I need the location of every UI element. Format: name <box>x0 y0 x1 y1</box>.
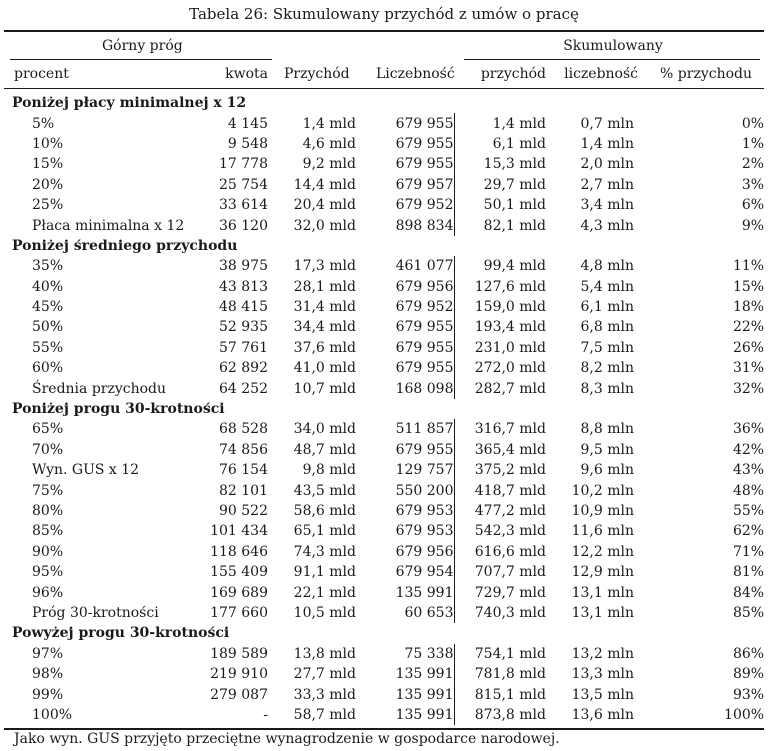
cum-pct-cell: 86% <box>732 645 765 662</box>
liczebnosc-cell: 129 757 <box>395 462 454 479</box>
header-kwota: kwota <box>225 66 268 82</box>
kwota-cell: 43 813 <box>219 278 268 295</box>
procent-cell: Płaca minimalna x 12 <box>32 217 185 234</box>
group-header-row <box>4 93 764 113</box>
cum-pct-cell: 62% <box>732 523 765 540</box>
cum-pct-cell: 93% <box>732 686 765 703</box>
liczebnosc-cell: 461 077 <box>395 258 454 275</box>
liczebnosc-cell: 679 955 <box>395 115 454 132</box>
przychod-cell: 33,3 mld <box>293 686 356 703</box>
kwota-cell: 76 154 <box>219 462 268 479</box>
procent-cell: 75% <box>32 482 64 499</box>
kwota-cell: 118 646 <box>210 543 268 560</box>
cum-liczebnosc-cell: 12,9 mln <box>571 564 634 581</box>
kwota-cell: 169 689 <box>210 584 268 601</box>
cum-liczebnosc-cell: 9,6 mln <box>580 462 634 479</box>
cum-liczebnosc-cell: 10,9 mln <box>571 503 634 519</box>
liczebnosc-cell: 168 098 <box>395 380 454 397</box>
cum-przychod-cell: 542,3 mld <box>454 521 546 541</box>
liczebnosc-cell: 679 952 <box>395 197 454 214</box>
table-row <box>4 317 764 337</box>
cum-pct-cell: 3% <box>741 176 765 193</box>
table-row <box>4 603 764 623</box>
procent-cell: Średnia przychodu <box>32 380 167 397</box>
table-row <box>4 338 764 358</box>
data-table <box>4 93 764 725</box>
liczebnosc-cell: 898 834 <box>395 217 454 234</box>
cum-przychod-cell: 82,1 mld <box>454 215 546 235</box>
table-row <box>4 256 764 276</box>
procent-cell: 90% <box>32 543 64 560</box>
procent-cell: Wyn. GUS x 12 <box>32 462 140 479</box>
table-caption: Tabela 26: Skumulowany przychód z umów o pracę <box>189 5 579 23</box>
cum-liczebnosc-cell: 7,5 mln <box>580 339 634 356</box>
cum-przychod-cell: 815,1 mld <box>454 684 546 704</box>
cum-przychod-cell: 282,7 mld <box>454 378 546 398</box>
kwota-cell: 57 761 <box>219 339 268 356</box>
liczebnosc-cell: 135 991 <box>395 686 454 703</box>
cum-pct-cell: 55% <box>732 503 765 519</box>
table-row <box>4 501 764 521</box>
cum-przychod-cell: 316,7 mld <box>454 419 546 439</box>
table-row <box>4 664 764 684</box>
cum-przychod-cell: 873,8 mld <box>454 705 546 725</box>
liczebnosc-cell: 511 857 <box>395 421 454 438</box>
cum-liczebnosc-cell: 12,2 mln <box>571 543 634 560</box>
procent-cell: 40% <box>32 278 64 295</box>
top-rule <box>4 30 764 32</box>
cum-przychod-cell: 754,1 mld <box>454 644 546 664</box>
przychod-cell: 43,5 mld <box>293 482 356 499</box>
przychod-cell: 1,4 mld <box>302 115 356 132</box>
cum-pct-cell: 11% <box>732 258 765 275</box>
liczebnosc-cell: 135 991 <box>395 666 454 683</box>
przychod-cell: 22,1 mld <box>293 584 356 601</box>
header-bottom-rule <box>4 88 764 89</box>
cum-pct-cell: 36% <box>732 421 765 438</box>
procent-cell: 20% <box>32 176 64 193</box>
cum-liczebnosc-cell: 3,4 mln <box>580 197 634 214</box>
cum-przychod-cell: 729,7 mld <box>454 582 546 602</box>
cum-przychod-cell: 375,2 mld <box>454 460 546 480</box>
table-row <box>4 175 764 195</box>
table-row <box>4 297 764 317</box>
procent-cell: 45% <box>32 299 64 316</box>
kwota-cell: 25 754 <box>219 176 268 193</box>
cum-przychod-cell: 99,4 mld <box>454 256 546 276</box>
table-row <box>4 542 764 562</box>
cum-liczebnosc-cell: 4,3 mln <box>580 217 634 234</box>
cum-pct-cell: 31% <box>732 360 765 377</box>
cum-przychod-cell: 15,3 mld <box>454 154 546 174</box>
kwota-cell: 177 660 <box>210 604 268 621</box>
table-row <box>4 480 764 500</box>
przychod-cell: 32,0 mld <box>293 217 356 234</box>
cum-pct-cell: 15% <box>732 278 765 295</box>
przychod-cell: 4,6 mld <box>302 135 356 152</box>
cum-pct-cell: 26% <box>732 339 765 356</box>
cum-liczebnosc-cell: 9,5 mln <box>580 441 634 458</box>
header-skumulowany: Skumulowany <box>563 38 663 54</box>
przychod-cell: 31,4 mld <box>293 299 356 316</box>
cum-pct-cell: 71% <box>732 543 765 560</box>
liczebnosc-cell: 679 953 <box>395 503 454 519</box>
procent-cell: 96% <box>32 584 64 601</box>
procent-cell: 15% <box>32 156 64 173</box>
header-cum-pct: % przychodu <box>660 66 752 82</box>
liczebnosc-cell: 679 955 <box>395 441 454 458</box>
przychod-cell: 34,4 mld <box>293 319 356 336</box>
procent-cell: 5% <box>32 115 55 132</box>
przychod-cell: 9,2 mld <box>302 156 356 173</box>
cum-liczebnosc-cell: 8,3 mln <box>580 380 634 397</box>
cum-przychod-cell: 6,1 mld <box>454 134 546 154</box>
cum-pct-cell: 2% <box>741 156 765 173</box>
przychod-cell: 20,4 mld <box>293 197 356 214</box>
cum-przychod-cell: 193,4 mld <box>454 317 546 337</box>
cum-liczebnosc-cell: 13,3 mln <box>571 666 634 683</box>
kwota-cell: 36 120 <box>219 217 268 234</box>
kwota-cell: 17 778 <box>219 156 268 173</box>
cum-przychod-cell: 365,4 mld <box>454 440 546 460</box>
przychod-cell: 10,5 mld <box>293 604 356 621</box>
cum-liczebnosc-cell: 2,0 mln <box>580 156 634 173</box>
cum-przychod-cell: 1,4 mld <box>454 113 546 133</box>
procent-cell: 97% <box>32 645 64 662</box>
group-header-row <box>4 236 764 256</box>
cum-przychod-cell: 159,0 mld <box>454 297 546 317</box>
kwota-cell: 82 101 <box>219 482 268 499</box>
procent-cell: 65% <box>32 421 64 438</box>
liczebnosc-cell: 679 957 <box>395 176 454 193</box>
przychod-cell: 9,8 mld <box>302 462 356 479</box>
kwota-cell: 52 935 <box>219 319 268 336</box>
przychod-cell: 58,6 mld <box>293 503 356 519</box>
kwota-cell: 101 434 <box>210 523 268 540</box>
przychod-cell: 37,6 mld <box>293 339 356 356</box>
liczebnosc-cell: 679 956 <box>395 543 454 560</box>
kwota-cell: 38 975 <box>219 258 268 275</box>
header-procent: procent <box>14 66 69 82</box>
group-title: Poniżej płacy minimalnej x 12 <box>12 95 247 112</box>
table-row <box>4 113 764 133</box>
kwota-cell: 68 528 <box>219 421 268 438</box>
cum-pct-cell: 6% <box>741 197 765 214</box>
kwota-cell: 64 252 <box>219 380 268 397</box>
cum-liczebnosc-cell: 2,7 mln <box>580 176 634 193</box>
header-cum-liczebnosc: liczebność <box>564 66 638 82</box>
table-row <box>4 378 764 398</box>
kwota-cell: 90 522 <box>219 503 268 519</box>
cum-przychod-cell: 781,8 mld <box>454 664 546 684</box>
cum-liczebnosc-cell: 8,2 mln <box>580 360 634 377</box>
kwota-cell: 279 087 <box>210 686 268 703</box>
przychod-cell: 34,0 mld <box>293 421 356 438</box>
liczebnosc-cell: 679 953 <box>395 523 454 540</box>
przychod-cell: 91,1 mld <box>293 564 356 581</box>
table-row <box>4 644 764 664</box>
kwota-cell: 33 614 <box>219 197 268 214</box>
przychod-cell: 65,1 mld <box>293 523 356 540</box>
cum-przychod-cell: 29,7 mld <box>454 175 546 195</box>
cum-liczebnosc-cell: 5,4 mln <box>580 278 634 295</box>
cum-przychod-cell: 50,1 mld <box>454 195 546 215</box>
cum-przychod-cell: 272,0 mld <box>454 358 546 378</box>
cum-pct-cell: 22% <box>732 319 765 336</box>
cum-liczebnosc-cell: 6,8 mln <box>580 319 634 336</box>
cum-przychod-cell: 418,7 mld <box>454 480 546 500</box>
kwota-cell: 4 145 <box>227 115 268 132</box>
table-row <box>4 215 764 235</box>
table-footnote: Jako wyn. GUS przyjęto przeciętne wynagrodzenie w gospodarce narodowej. <box>14 731 560 747</box>
cum-przychod-cell: 477,2 mld <box>454 501 546 521</box>
kwota-cell: 62 892 <box>219 360 268 377</box>
procent-cell: 99% <box>32 686 64 703</box>
table-row <box>4 705 764 725</box>
cum-liczebnosc-cell: 10,2 mln <box>571 482 634 499</box>
cum-liczebnosc-cell: 13,1 mln <box>571 584 634 601</box>
liczebnosc-cell: 679 955 <box>395 360 454 377</box>
header-partial-rule-left <box>10 59 272 60</box>
header-partial-rule-right <box>464 59 760 60</box>
przychod-cell: 27,7 mld <box>293 666 356 683</box>
table-row <box>4 134 764 154</box>
cum-pct-cell: 100% <box>724 706 765 723</box>
przychod-cell: 48,7 mld <box>293 441 356 458</box>
group-title: Powyżej progu 30-krotności <box>12 625 230 642</box>
procent-cell: 60% <box>32 360 64 377</box>
table-row <box>4 358 764 378</box>
cum-liczebnosc-cell: 13,5 mln <box>571 686 634 703</box>
cum-pct-cell: 84% <box>732 584 765 601</box>
liczebnosc-cell: 135 991 <box>395 584 454 601</box>
header-liczebnosc: Liczebność <box>376 66 455 82</box>
liczebnosc-cell: 679 955 <box>395 339 454 356</box>
cum-przychod-cell: 707,7 mld <box>454 562 546 582</box>
procent-cell: 70% <box>32 441 64 458</box>
table-row <box>4 562 764 582</box>
table-row <box>4 277 764 297</box>
przychod-cell: 10,7 mld <box>293 380 356 397</box>
header-cum-przychod: przychód <box>480 66 546 82</box>
liczebnosc-cell: 60 653 <box>404 604 454 621</box>
procent-cell: 25% <box>32 197 64 214</box>
table-row <box>4 460 764 480</box>
przychod-cell: 41,0 mld <box>293 360 356 377</box>
cum-liczebnosc-cell: 13,1 mln <box>571 604 634 621</box>
kwota-cell: 9 548 <box>227 135 268 152</box>
kwota-cell: 48 415 <box>219 299 268 316</box>
header-gorny-prog: Górny próg <box>102 38 183 54</box>
header-przychod: Przychód <box>284 66 350 82</box>
table-row <box>4 195 764 215</box>
cum-liczebnosc-cell: 4,8 mln <box>580 258 634 275</box>
przychod-cell: 13,8 mld <box>293 645 356 662</box>
liczebnosc-cell: 135 991 <box>395 706 454 723</box>
table-row <box>4 684 764 704</box>
procent-cell: 95% <box>32 564 64 581</box>
cum-pct-cell: 9% <box>741 217 765 234</box>
cum-przychod-cell: 231,0 mld <box>454 338 546 358</box>
liczebnosc-cell: 679 955 <box>395 319 454 336</box>
procent-cell: 85% <box>32 523 64 540</box>
cum-pct-cell: 48% <box>732 482 765 499</box>
liczebnosc-cell: 679 952 <box>395 299 454 316</box>
przychod-cell: 58,7 mld <box>293 706 356 723</box>
cum-liczebnosc-cell: 1,4 mln <box>580 135 634 152</box>
procent-cell: 10% <box>32 135 64 152</box>
cum-pct-cell: 89% <box>732 666 765 683</box>
kwota-cell: 189 589 <box>210 645 268 662</box>
table-row <box>4 440 764 460</box>
table-row <box>4 521 764 541</box>
cum-przychod-cell: 127,6 mld <box>454 277 546 297</box>
cum-pct-cell: 43% <box>732 462 765 479</box>
cum-liczebnosc-cell: 13,2 mln <box>571 645 634 662</box>
przychod-cell: 14,4 mld <box>293 176 356 193</box>
cum-przychod-cell: 616,6 mld <box>454 542 546 562</box>
procent-cell: 80% <box>32 503 64 519</box>
liczebnosc-cell: 679 954 <box>395 564 454 581</box>
procent-cell: 55% <box>32 339 64 356</box>
cum-pct-cell: 32% <box>732 380 765 397</box>
liczebnosc-cell: 679 955 <box>395 135 454 152</box>
liczebnosc-cell: 679 956 <box>395 278 454 295</box>
cum-pct-cell: 0% <box>741 115 765 132</box>
procent-cell: Próg 30-krotności <box>32 604 159 621</box>
cum-liczebnosc-cell: 6,1 mln <box>580 299 634 316</box>
table-row <box>4 419 764 439</box>
kwota-cell: - <box>263 706 268 723</box>
liczebnosc-cell: 75 338 <box>404 645 454 662</box>
cum-pct-cell: 42% <box>732 441 765 458</box>
group-title: Poniżej średniego przychodu <box>12 237 238 254</box>
group-title: Poniżej progu 30-krotności <box>12 401 225 418</box>
cum-liczebnosc-cell: 13,6 mln <box>571 706 634 723</box>
kwota-cell: 219 910 <box>210 666 268 683</box>
przychod-cell: 74,3 mld <box>293 543 356 560</box>
table-row <box>4 154 764 174</box>
table-row <box>4 582 764 602</box>
group-header-row <box>4 399 764 419</box>
liczebnosc-cell: 679 955 <box>395 156 454 173</box>
cum-pct-cell: 1% <box>741 135 765 152</box>
cum-pct-cell: 81% <box>732 564 765 581</box>
group-header-row <box>4 623 764 643</box>
cum-liczebnosc-cell: 8,8 mln <box>580 421 634 438</box>
kwota-cell: 74 856 <box>219 441 268 458</box>
cum-pct-cell: 85% <box>732 604 765 621</box>
cum-liczebnosc-cell: 0,7 mln <box>580 115 634 132</box>
procent-cell: 100% <box>32 706 73 723</box>
cum-przychod-cell: 740,3 mld <box>454 603 546 623</box>
procent-cell: 35% <box>32 258 64 275</box>
przychod-cell: 28,1 mld <box>293 278 356 295</box>
przychod-cell: 17,3 mld <box>293 258 356 275</box>
cum-pct-cell: 18% <box>732 299 765 316</box>
procent-cell: 98% <box>32 666 64 683</box>
kwota-cell: 155 409 <box>210 564 268 581</box>
liczebnosc-cell: 550 200 <box>395 482 454 499</box>
cum-liczebnosc-cell: 11,6 mln <box>571 523 634 540</box>
procent-cell: 50% <box>32 319 64 336</box>
